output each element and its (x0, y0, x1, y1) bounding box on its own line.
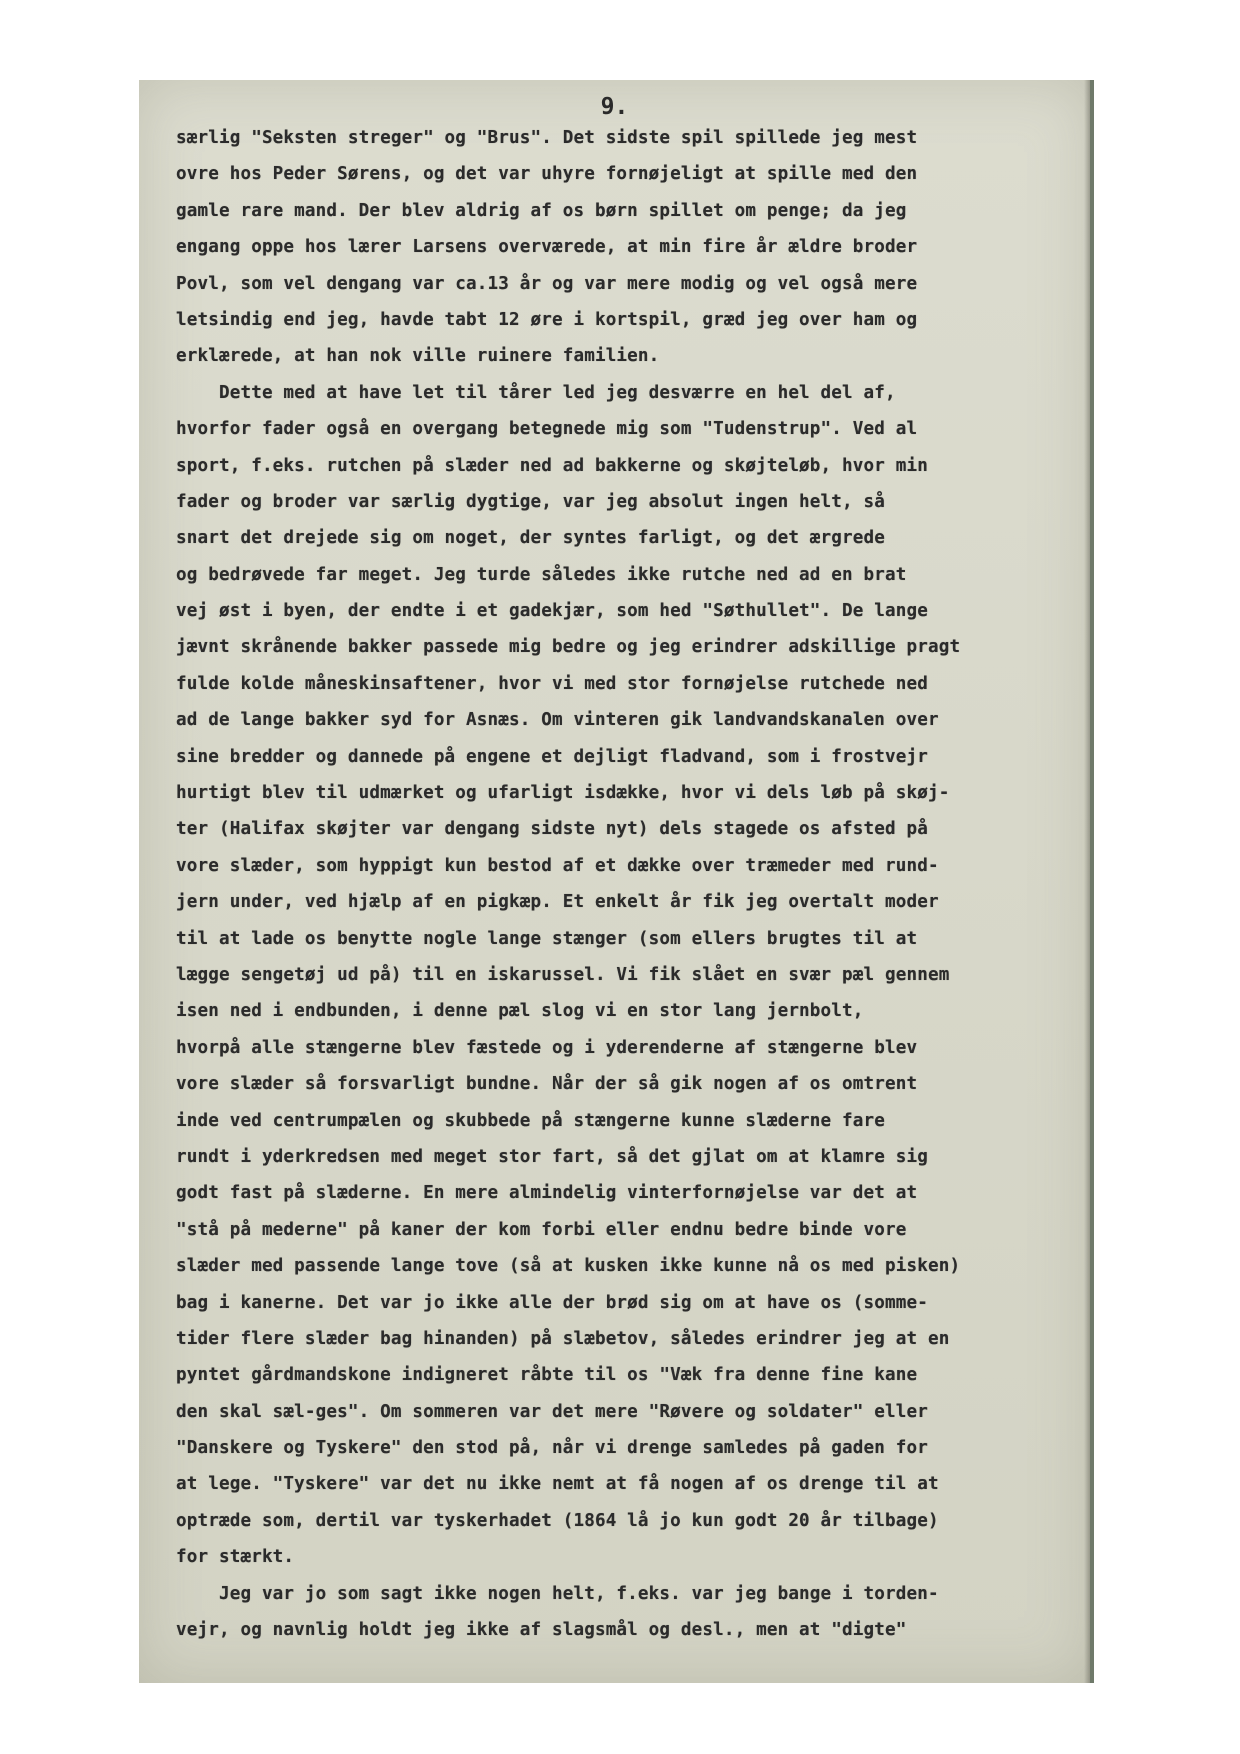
text-line: vej øst i byen, der endte i et gadekjær, som hed "Søthullet". De lange (176, 601, 928, 622)
page-shadow (1090, 80, 1094, 1683)
text-line: engang oppe hos lærer Larsens overværede, at min fire år ældre broder (176, 237, 918, 258)
text-line: "stå på mederne" på kaner der kom forbi eller endnu bedre binde vore (176, 1219, 907, 1240)
text-line: pyntet gårdmandskone indigneret råbte til os "Væk fra denne fine kane (176, 1365, 918, 1386)
page-number: 9. (600, 94, 629, 120)
text-line: Povl, som vel dengang var ca.13 år og var mere modig og vel også mere (176, 273, 918, 294)
text-line: ovre hos Peder Sørens, og det var uhyre fornøjeligt at spille med den (176, 164, 918, 185)
text-line: inde ved centrumpælen og skubbede på stængerne kunne slæderne fare (176, 1110, 885, 1131)
text-line: vore slæder, som hyppigt kun bestod af et dække over træmeder med rund- (176, 855, 939, 876)
text-line: den skal sæl-ges". Om sommeren var det mere "Røvere og soldater" eller (176, 1401, 928, 1422)
text-line: sport, f.eks. rutchen på slæder ned ad bakkerne og skøjteløb, hvor min (176, 455, 928, 476)
text-line: Jeg var jo som sagt ikke nogen helt, f.eks. var jeg bange i torden- (176, 1583, 939, 1604)
text-line: gamle rare mand. Der blev aldrig af os børn spillet om penge; da jeg (176, 200, 907, 221)
text-line: jern under, ved hjælp af en pigkæp. Et enkelt år fik jeg overtalt moder (176, 892, 939, 913)
text-line: letsindig end jeg, havde tabt 12 øre i kortspil, græd jeg over ham og (176, 309, 918, 330)
text-line: hvorfor fader også en overgang betegnede mig som "Tudenstrup". Ved al (176, 419, 918, 440)
text-line: "Danskere og Tyskere" den stod på, når vi drenge samledes på gaden for (176, 1438, 928, 1459)
text-line: hvorpå alle stængerne blev fæstede og i yderenderne af stængerne blev (176, 1037, 918, 1058)
text-line: vejr, og navnlig holdt jeg ikke af slagsmål og desl., men at "digte" (176, 1620, 907, 1641)
text-line: godt fast på slæderne. En mere almindelig vinterfornøjelse var det at (176, 1183, 918, 1204)
text-line: lægge sengetøj ud på) til en iskarussel. Vi fik slået en svær pæl gennem (176, 964, 950, 985)
page-edge (1084, 80, 1090, 1683)
text-line: sine bredder og dannede på engene et dejligt fladvand, som i frostvejr (176, 746, 928, 767)
text-line: for stærkt. (176, 1547, 295, 1568)
text-line: bag i kanerne. Det var jo ikke alle der brød sig om at have os (somme- (176, 1292, 928, 1313)
text-line: til at lade os benytte nogle lange stænger (som ellers brugtes til at (176, 928, 918, 949)
text-line: rundt i yderkredsen med meget stor fart, så det gjlat om at klamre sig (176, 1146, 928, 1167)
text-line: fulde kolde måneskinsaftener, hvor vi med stor fornøjelse rutchede ned (176, 673, 928, 694)
text-line: at lege. "Tyskere" var det nu ikke nemt at få nogen af os drenge til at (176, 1474, 939, 1495)
text-line: optræde som, dertil var tyskerhadet (1864 lå jo kun godt 20 år tilbage) (176, 1510, 939, 1531)
text-line: Dette med at have let til tårer led jeg desværre en hel del af, (176, 382, 896, 403)
text-line: ter (Halifax skøjter var dengang sidste nyt) dels stagede os afsted på (176, 819, 928, 840)
text-line: fader og broder var særlig dygtige, var jeg absolut ingen helt, så (176, 491, 885, 512)
text-line: slæder med passende lange tove (så at kusken ikke kunne nå os med pisken) (176, 1256, 961, 1277)
text-line: jævnt skrånende bakker passede mig bedre og jeg erindrer adskillige pragt (176, 637, 961, 658)
text-line: ad de lange bakker syd for Asnæs. Om vinteren gik landvandskanalen over (176, 710, 939, 731)
text-line: tider flere slæder bag hinanden) på slæbetov, således erindrer jeg at en (176, 1328, 950, 1349)
text-line: vore slæder så forsvarligt bundne. Når der så gik nogen af os omtrent (176, 1074, 918, 1095)
text-line: hurtigt blev til udmærket og ufarligt isdække, hvor vi dels løb på skøj- (176, 783, 950, 804)
text-line: isen ned i endbunden, i denne pæl slog vi en stor lang jernbolt, (176, 1001, 864, 1022)
text-line: særlig "Seksten streger" og "Brus". Det sidste spil spillede jeg mest (176, 128, 918, 148)
text-line: og bedrøvede far meget. Jeg turde således ikke rutche ned ad en brat (176, 564, 907, 585)
text-line: erklærede, at han nok ville ruinere familien. (176, 346, 660, 367)
page-text (176, 120, 1081, 1648)
typewritten-page (139, 80, 1090, 1683)
text-line: snart det drejede sig om noget, der syntes farligt, og det ærgrede (176, 528, 885, 549)
